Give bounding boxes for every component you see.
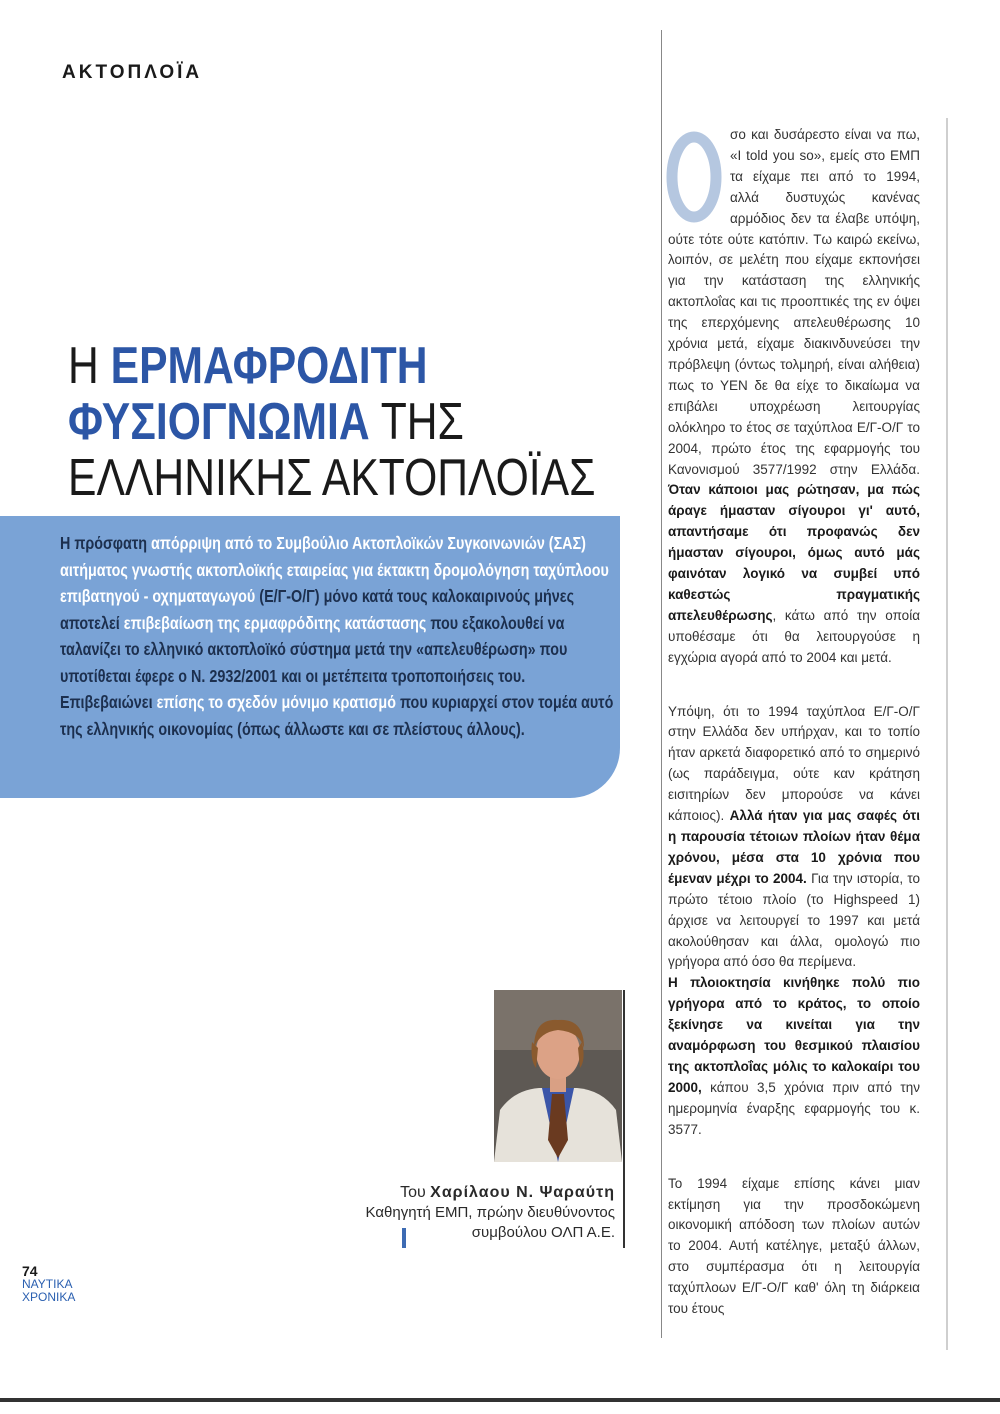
body-paragraph-3: Το 1994 είχαμε επίσης κάνει μιαν εκτίμηση για την προσδοκώμενη οικονομική απόδοση των πλοίων αυτών το 2004. Αυτή κατέληγε, μεταξύ άλλων, στο συμπέρασμα ότι η λειτουργία ταχύπλοων Ε/Γ-Ο/Γ καθ' όλη τη διάρκεια του έτους	[668, 1175, 920, 1317]
author-byline	[300, 1183, 615, 1203]
magazine-name-2: ΧΡΟΝΙΚΑ	[22, 1290, 76, 1304]
author-role-2: συμβούλου ΟΛΠ Α.Ε.	[471, 1224, 615, 1241]
body-text-bold: Όταν κάποιοι μας ρώτησαν, μα πώς άραγε ήμασταν σίγουροι γι' αυτό, απαντήσαμε ότι προφανώς δεν ήμασταν σίγουροι, όμως αυτό μάς φαινόταν λογικό να συμβεί υπό καθεστώς πραγματικής απελευθέρωσης	[668, 482, 920, 623]
article-headline	[68, 337, 596, 507]
body-text: Υπόψη, ότι το 1994 ταχύπλοα Ε/Γ-Ο/Γ στην Ελλάδα δεν υπήρχαν, και το τοπίο ήταν αρκετά διαφορετικό από το σημερινό (ως παράδειγμα, ούτε καν κράτηση εισιτηρίων δεν μπορούσε να κάνει κάποιος).	[668, 703, 920, 824]
headline-line-3: ΕΛΛΗΝΙΚΗΣ ΑΚΤΟΠΛΟΪΑΣ	[68, 449, 596, 507]
author-name: Χαρίλαου Ν. Ψαραύτη	[430, 1184, 615, 1201]
headline-highlight-2: ΦΥΣΙΟΓΝΩΜΙΑ	[68, 393, 370, 451]
body-text: κάπου 3,5 χρόνια πριν από την ημερομηνία έναρξης εφαρμογής του κ. 3577.	[668, 1079, 920, 1137]
page-number: 74	[22, 1263, 38, 1279]
bottom-rule	[0, 1398, 1000, 1402]
headline-line-2	[68, 394, 494, 450]
lead-span: Η πρόσφατη	[60, 533, 152, 553]
body-text-bold: Η πλοιοκτησία κινήθηκε πολύ πιο γρήγορα από το κράτος, το οποίο ξεκίνησε να κινείται για την αναμόρφωση του θεσμικού πλαισίου της ακτοπλοΐας μόλις το καλοκαίρι του 2000,	[668, 975, 920, 1095]
section-label: ΑΚΤΟΠΛΟΪΑ	[62, 62, 203, 83]
lead-paragraph	[60, 530, 618, 742]
body-text-bold: Αλλά ήταν για μας σαφές ότι η παρουσία τέτοιων πλοίων ήταν θέμα χρόνου, μέσα στα 10 χρόνια που έμεναν μέχρι το 2004.	[668, 808, 920, 886]
lead-span-white: επίσης το σχεδόν μόνιμο κρατισμό	[156, 692, 396, 712]
headline-line-1	[68, 338, 494, 394]
lead-span-white: απόρριψη από το Συμβούλιο Ακτοπλοϊκών Συγκοινωνιών (ΣΑΣ) αιτήματος γνωστής ακτοπλοϊκής εταιρείας για έκτακτη δρομολόγηση ταχύπλοου επιβατηγού - οχηματαγωγού	[60, 533, 609, 606]
byline-prefix: Του	[400, 1184, 431, 1201]
headline-highlight-1: ΕΡΜΑΦΡΟΔΙΤΗ	[110, 337, 428, 395]
body-paragraph-1	[668, 125, 920, 669]
lead-span: που εξακολουθεί να ταλανίζει το ελληνικό ακτοπλοϊκό σύστημα μετά την «απελευθέρωση» που υποτίθεται έφερε ο Ν. 2932/2001 και οι μετέπειτα τροποποιήσεις του. Επιβεβαιώνει	[60, 612, 568, 712]
lead-span: (Ε/Γ-Ο/Γ) μόνο κατά τους καλοκαιρινούς μήνες αποτελεί	[60, 586, 575, 633]
photo-frame-edge	[623, 990, 625, 1248]
magazine-name-1: ΝΑΥΤΙΚΑ	[22, 1277, 73, 1291]
headline-plain-2: ΤΗΣ	[369, 393, 464, 451]
headline-plain-1: Η	[68, 337, 111, 395]
caption-accent-bar	[402, 1228, 406, 1248]
author-caption	[300, 1183, 615, 1243]
author-portrait-illustration	[494, 990, 622, 1162]
page-folio	[22, 1265, 75, 1304]
lead-span: που κυριαρχεί στον τομέα αυτό της ελληνικής οικονομίας (όπως άλλωστε και σε πλείστους άλλους).	[60, 692, 614, 739]
author-photo	[494, 990, 622, 1162]
body-text: σο και δυσάρεστο είναι να πω, «I told you so», εμείς στο ΕΜΠ τα είχαμε πει από το 1994, αλλά δυστυχώς κανένας αρμόδιος δεν τα έλαβε υπόψη, ούτε τότε ούτε κατόπιν. Τω καιρώ εκείνω, λοιπόν, σε μελέτη που είχαμε εκπονήσει για την κατάσταση της ελληνικής ακτοπλοΐας και τις προοπτικές της εν όψει της επερχόμενης απελευθέρωσης 10 χρόνια μετά, είχαμε διακινδυνεύσει την πρόβλεψη (όντως τολμηρή, είναι αλήθεια) πως το ΥΕΝ δε θα είχε το δικαίωμα να επιβάλει υποχρέωση λειτουργίας ολόκληρο το έτος σε ταχύπλοα Ε/Γ-Ο/Γ το 2004, πρώτο έτος της εφαρμογής του Κανονισμού 3577/1992 στην Ελλάδα.	[668, 127, 920, 477]
body-paragraph-2	[668, 702, 920, 1141]
right-margin-rule	[946, 118, 948, 1350]
dropcap-o-icon	[666, 129, 722, 225]
column-divider	[661, 30, 662, 1338]
body-text: Για την ιστορία, το πρώτο τέτοιο πλοίο (το Highspeed 1) άρχισε να λειτουργεί το 1997 και μετά ακολούθησαν και άλλα, ομολογώ πιο γρήγορα από όσο θα περίμενα.	[668, 870, 920, 970]
lead-span-white: επιβεβαίωση της ερμαφρόδιτης κατάστασης	[123, 612, 427, 633]
author-role-1: Καθηγητή ΕΜΠ, πρώην διευθύνοντος	[365, 1204, 615, 1221]
body-text: , κάτω από την οποία υποθέσαμε ότι θα λειτουργούσε η εγχώρια αγορά από το 2004 και μετά.	[668, 607, 920, 665]
body-column	[668, 125, 920, 1353]
